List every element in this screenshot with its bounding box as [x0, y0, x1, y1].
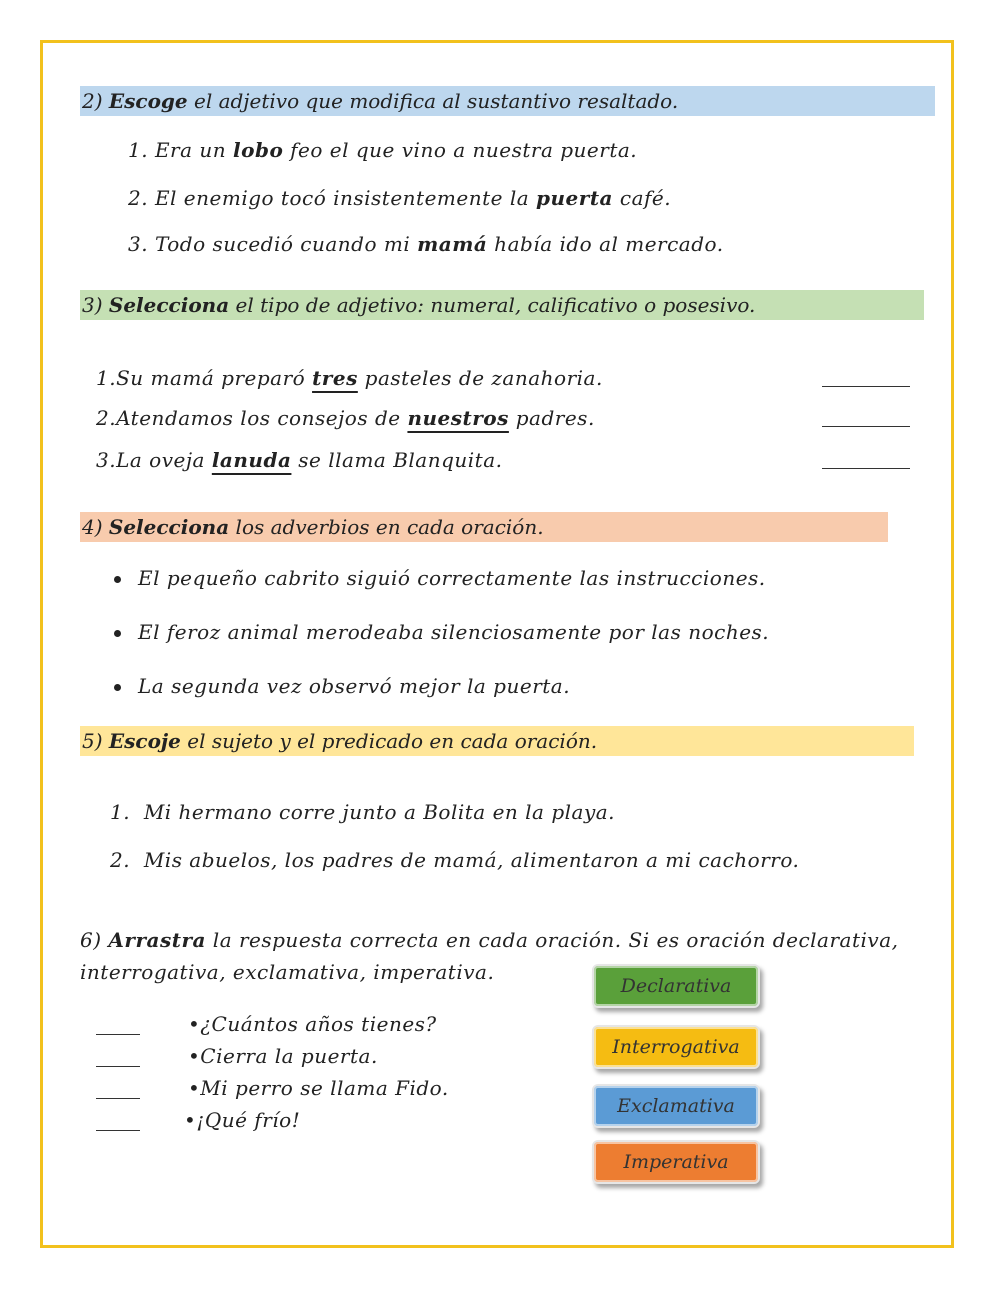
s2-item-1: [128, 138, 637, 162]
s3-item-3: [96, 448, 503, 472]
s2-item-2-text-a: El enemigo tocó insistentemente la: [154, 186, 537, 210]
s4-item-1[interactable]: El pequeño cabrito siguió correctamente las instrucciones.: [138, 566, 766, 590]
section-5-header: [80, 726, 914, 756]
s2-item-2-text-c[interactable]: café.: [613, 186, 672, 210]
section-6-instruction: la respuesta correcta en cada oración. Si es oración declarativa,: [205, 928, 899, 952]
s6-drop-blank-4[interactable]: [96, 1130, 140, 1131]
s3-item-1-text-c: pasteles de zanahoria.: [357, 366, 603, 390]
s5-item-2-number: 2.: [110, 848, 131, 872]
s2-item-3-text-c[interactable]: había ido al mercado.: [487, 232, 724, 256]
section-4-instruction: los adverbios en cada oración.: [229, 515, 544, 539]
option-declarativa-button[interactable]: Declarativa: [592, 964, 760, 1008]
s6-item-3: •Mi perro se llama Fido.: [188, 1076, 449, 1100]
s5-item-2: [110, 848, 799, 872]
s4-item-2[interactable]: El feroz animal merodeaba silenciosamente por las noches.: [138, 620, 770, 644]
s5-item-1-number: 1.: [110, 800, 131, 824]
s6-item-2: •Cierra la puerta.: [188, 1044, 378, 1068]
s3-item-2-adjective: nuestros: [407, 406, 509, 430]
s3-answer-blank-3[interactable]: [822, 468, 910, 469]
s3-item-3-text-c: se llama Blanquita.: [291, 448, 503, 472]
s3-item-1-text-a: Su mamá preparó: [116, 366, 313, 390]
s6-drop-blank-3[interactable]: [96, 1098, 140, 1099]
s5-item-2-sentence[interactable]: Mis abuelos, los padres de mamá, alimentaron a mi cachorro.: [143, 848, 800, 872]
s2-item-3-text-a: Todo sucedió cuando mi: [154, 232, 418, 256]
section-5-verb: Escoje: [108, 729, 181, 753]
s3-item-2-text-c: padres.: [508, 406, 595, 430]
s2-item-2: [128, 186, 671, 210]
option-imperativa-button[interactable]: Imperativa: [592, 1140, 760, 1184]
section-6-instruction-line-2: interrogativa, exclamativa, imperativa.: [80, 960, 495, 984]
s6-item-4: •¡Qué frío!: [184, 1108, 301, 1132]
s2-item-1-text-a: Era un: [154, 138, 234, 162]
s3-item-1-adjective: tres: [312, 366, 358, 390]
section-2-number: 2): [82, 89, 103, 113]
s3-answer-blank-2[interactable]: [822, 426, 910, 427]
option-interrogativa-button[interactable]: Interrogativa: [592, 1025, 760, 1069]
section-6-verb: Arrastra: [108, 928, 206, 952]
s6-item-3-sentence: Mi perro se llama Fido.: [200, 1076, 449, 1100]
section-3-header: [80, 290, 924, 320]
s3-item-2-text-a: Atendamos los consejos de: [116, 406, 408, 430]
section-4-header: [80, 512, 888, 542]
option-exclamativa-button[interactable]: Exclamativa: [592, 1084, 760, 1128]
bullet-icon: [114, 630, 121, 637]
s5-item-1-sentence[interactable]: Mi hermano corre junto a Bolita en la playa.: [143, 800, 616, 824]
s3-answer-blank-1[interactable]: [822, 386, 910, 387]
bullet-icon: [114, 576, 121, 583]
s6-drop-blank-1[interactable]: [96, 1034, 140, 1035]
s2-item-3-number: 3.: [128, 232, 149, 256]
s2-item-1-number: 1.: [128, 138, 149, 162]
s6-item-2-sentence: Cierra la puerta.: [200, 1044, 378, 1068]
s3-item-3-number: 3.: [96, 448, 117, 472]
s3-item-3-text-a: La oveja: [116, 448, 212, 472]
section-2-verb: Escoge: [108, 89, 188, 113]
section-3-number: 3): [82, 293, 103, 317]
s4-item-3[interactable]: La segunda vez observó mejor la puerta.: [138, 674, 571, 698]
s2-item-2-number: 2.: [128, 186, 149, 210]
s3-item-2: [96, 406, 595, 430]
section-5-number: 5): [82, 729, 103, 753]
s2-item-3: [128, 232, 724, 256]
section-3-verb: Selecciona: [108, 293, 230, 317]
section-2-instruction: el adjetivo que modifica al sustantivo resaltado.: [187, 89, 679, 113]
worksheet-frame: [40, 40, 954, 1248]
section-3-instruction: el tipo de adjetivo: numeral, calificativo o posesivo.: [229, 293, 756, 317]
s2-item-3-noun[interactable]: mamá: [417, 232, 488, 256]
s6-drop-blank-2[interactable]: [96, 1066, 140, 1067]
s3-item-3-adjective: lanuda: [211, 448, 292, 472]
s6-item-4-sentence: ¡Qué frío!: [196, 1108, 301, 1132]
s6-item-1-sentence: ¿Cuántos años tienes?: [200, 1012, 437, 1036]
s5-item-1: [110, 800, 615, 824]
s6-item-1: •¿Cuántos años tienes?: [188, 1012, 437, 1036]
section-5-instruction: el sujeto y el predicado en cada oración.: [180, 729, 598, 753]
s2-item-1-noun[interactable]: lobo: [233, 138, 284, 162]
s2-item-2-noun[interactable]: puerta: [536, 186, 614, 210]
s3-item-1-number: 1.: [96, 366, 117, 390]
section-6-header: [80, 928, 898, 952]
section-6-number: 6): [80, 928, 102, 952]
bullet-icon: [114, 684, 121, 691]
section-2-header: [80, 86, 935, 116]
s2-item-1-text-c[interactable]: feo el que vino a nuestra puerta.: [283, 138, 638, 162]
s3-item-1: [96, 366, 603, 390]
section-4-verb: Selecciona: [108, 515, 230, 539]
section-4-number: 4): [82, 515, 103, 539]
s3-item-2-number: 2.: [96, 406, 117, 430]
